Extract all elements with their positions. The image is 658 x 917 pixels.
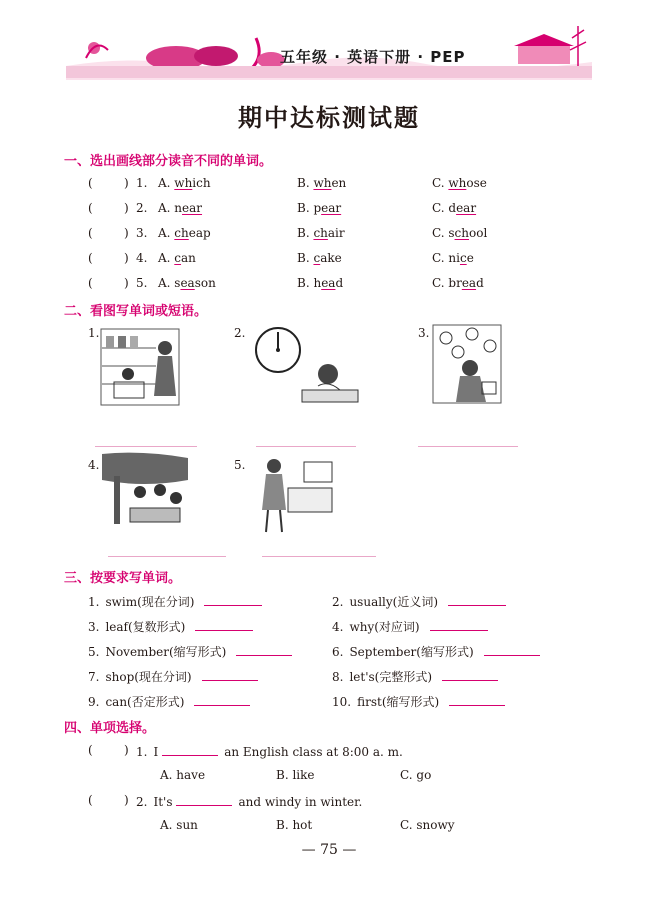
- task-text: leaf(复数形式): [105, 620, 186, 634]
- option-a[interactable]: [158, 276, 216, 290]
- question-number: 2.: [136, 795, 148, 809]
- picnic-under-tree-picture: [100, 452, 190, 532]
- answer-paren-close: ): [124, 201, 129, 215]
- section2-heading: 二、看图写单词或短语。: [64, 304, 208, 319]
- answer-paren-open: (: [88, 743, 93, 757]
- picture-4-number: 4.: [88, 458, 100, 472]
- answer-paren-close: ): [124, 276, 129, 290]
- word-part: B.: [297, 226, 314, 240]
- making-bed-picture: [256, 454, 336, 534]
- page-title: 期中达标测试题: [238, 104, 420, 132]
- option-a[interactable]: [158, 251, 196, 265]
- task-number: 9.: [88, 695, 100, 709]
- answer-blank[interactable]: [442, 668, 498, 681]
- word-part: B. h: [297, 276, 322, 290]
- task-text: let's(完整形式): [349, 670, 433, 684]
- word-part: B. p: [297, 201, 322, 215]
- picture-3-number: 3.: [418, 326, 430, 340]
- option-c[interactable]: C. snowy: [400, 818, 455, 832]
- word-task: [88, 643, 292, 660]
- word-task: [332, 618, 488, 635]
- underlined-letters: wh: [174, 176, 193, 190]
- underlined-letters: ch: [454, 226, 469, 240]
- option-b[interactable]: [297, 276, 343, 290]
- header-band: [66, 66, 592, 78]
- question-number: 1.: [136, 176, 148, 190]
- word-part: B.: [297, 176, 314, 190]
- answer-blank[interactable]: [448, 593, 506, 606]
- question-number: 1.: [136, 745, 148, 759]
- word-part: A. s: [158, 276, 181, 290]
- picture-2-number: 2.: [234, 326, 246, 340]
- underlined-letters: wh: [448, 176, 467, 190]
- option-c[interactable]: [432, 201, 476, 215]
- stem-text: It's: [153, 795, 173, 809]
- banner-title: 五年级 · 英语下册 · PEP: [280, 48, 466, 66]
- task-number: 8.: [332, 670, 344, 684]
- question-number: 3.: [136, 226, 148, 240]
- option-b[interactable]: [297, 251, 342, 265]
- answer-paren-open: (: [88, 226, 93, 240]
- word-part: en: [331, 176, 347, 190]
- underlined-letters: ear: [321, 201, 342, 215]
- supermarket-shopping-picture: [100, 328, 180, 406]
- task-number: 1.: [88, 595, 100, 609]
- task-number: 4.: [332, 620, 344, 634]
- option-b[interactable]: B. hot: [276, 818, 313, 832]
- stem-text: I: [153, 745, 159, 759]
- picture-1-number: 1.: [88, 326, 100, 340]
- clock-and-girl-picture: [252, 324, 360, 416]
- page-number: — 75 —: [301, 842, 357, 858]
- task-number: 3.: [88, 620, 100, 634]
- option-a[interactable]: [158, 226, 211, 240]
- task-text: swim(现在分词): [105, 595, 195, 609]
- answer-paren-close: ): [124, 743, 129, 757]
- underlined-letters: ea: [461, 276, 477, 290]
- underlined-letters: c: [459, 251, 467, 265]
- word-part: A. n: [158, 201, 183, 215]
- word-part: ool: [469, 226, 488, 240]
- option-c[interactable]: [432, 176, 487, 190]
- word-task: [88, 618, 253, 635]
- word-task: [332, 693, 505, 710]
- word-part: d: [335, 276, 344, 290]
- option-c[interactable]: [432, 226, 487, 240]
- word-part: C.: [432, 176, 449, 190]
- task-text: September(缩写形式): [349, 645, 474, 659]
- picking-apples-picture: [432, 324, 502, 404]
- task-text: shop(现在分词): [105, 670, 192, 684]
- option-c[interactable]: [432, 276, 484, 290]
- answer-line-2[interactable]: [256, 446, 356, 447]
- word-part: an: [181, 251, 196, 265]
- word-part: e: [466, 251, 474, 265]
- task-text: usually(近义词): [349, 595, 439, 609]
- word-part: eap: [188, 226, 211, 240]
- task-text: why(对应词): [349, 620, 420, 634]
- answer-paren-close: ): [124, 176, 129, 190]
- answer-line-5[interactable]: [262, 556, 376, 557]
- question-number: 4.: [136, 251, 148, 265]
- word-part: A.: [158, 226, 175, 240]
- answer-paren-close: ): [124, 251, 129, 265]
- answer-blank[interactable]: [236, 643, 292, 656]
- underlined-letters: ch: [174, 226, 189, 240]
- word-task: [88, 668, 258, 685]
- question-number: 2.: [136, 201, 148, 215]
- answer-blank[interactable]: [202, 668, 258, 681]
- answer-paren-close: ): [124, 793, 129, 807]
- stem-text: and windy in winter.: [238, 795, 363, 809]
- task-number: 2.: [332, 595, 344, 609]
- word-part: C. br: [432, 276, 462, 290]
- section4-heading: 四、单项选择。: [64, 721, 156, 736]
- word-part: ose: [466, 176, 487, 190]
- task-text: November(缩写形式): [105, 645, 227, 659]
- word-task: [332, 593, 506, 610]
- question-number: 5.: [136, 276, 148, 290]
- answer-blank[interactable]: [449, 693, 505, 706]
- answer-paren-open: (: [88, 793, 93, 807]
- word-part: C. ni: [432, 251, 460, 265]
- answer-paren-open: (: [88, 251, 93, 265]
- underlined-letters: ch: [313, 226, 328, 240]
- underlined-letters: wh: [313, 176, 332, 190]
- section1-heading: 一、选出画线部分读音不同的单词。: [64, 154, 273, 169]
- word-part: C. s: [432, 226, 455, 240]
- section3-heading: 三、按要求写单词。: [64, 571, 182, 586]
- answer-blank[interactable]: [176, 793, 232, 806]
- answer-blank[interactable]: [162, 743, 218, 756]
- underlined-letters: ea: [321, 276, 336, 290]
- option-c[interactable]: [432, 251, 474, 265]
- option-b[interactable]: [297, 201, 341, 215]
- word-task: [332, 643, 540, 660]
- word-part: ich: [192, 176, 211, 190]
- answer-paren-close: ): [124, 226, 129, 240]
- option-b[interactable]: B. like: [276, 768, 315, 782]
- word-part: C. d: [432, 201, 457, 215]
- answer-line-3[interactable]: [418, 446, 518, 447]
- word-part: B.: [297, 251, 314, 265]
- word-task: [88, 593, 262, 610]
- question-stem: [136, 793, 362, 809]
- underlined-letters: c: [174, 251, 182, 265]
- underlined-letters: c: [313, 251, 321, 265]
- option-a[interactable]: [158, 176, 211, 190]
- word-task: [88, 693, 250, 710]
- picture-5-number: 5.: [234, 458, 246, 472]
- task-number: 10.: [332, 695, 352, 709]
- option-b[interactable]: [297, 176, 346, 190]
- task-text: can(否定形式): [105, 695, 185, 709]
- task-number: 5.: [88, 645, 100, 659]
- underlined-letters: ea: [180, 276, 195, 290]
- option-b[interactable]: [297, 226, 345, 240]
- answer-blank[interactable]: [430, 618, 488, 631]
- stem-text: an English class at 8:00 a. m.: [224, 745, 403, 759]
- answer-blank[interactable]: [204, 593, 262, 606]
- word-part: d: [476, 276, 484, 290]
- answer-line-1[interactable]: [95, 446, 197, 447]
- question-stem: [136, 743, 403, 759]
- answer-blank[interactable]: [194, 693, 250, 706]
- answer-blank[interactable]: [484, 643, 540, 656]
- option-c[interactable]: C. go: [400, 768, 432, 782]
- word-part: air: [327, 226, 345, 240]
- word-part: A.: [158, 251, 175, 265]
- answer-blank[interactable]: [195, 618, 253, 631]
- option-a[interactable]: A. have: [160, 768, 206, 782]
- word-part: A.: [158, 176, 175, 190]
- option-a[interactable]: [158, 201, 202, 215]
- underlined-letters: ear: [182, 201, 203, 215]
- word-task: [332, 668, 498, 685]
- answer-paren-open: (: [88, 176, 93, 190]
- underlined-letters: ear: [456, 201, 477, 215]
- task-number: 7.: [88, 670, 100, 684]
- answer-line-4[interactable]: [108, 556, 226, 557]
- option-a[interactable]: A. sun: [160, 818, 198, 832]
- answer-paren-open: (: [88, 201, 93, 215]
- answer-paren-open: (: [88, 276, 93, 290]
- task-number: 6.: [332, 645, 344, 659]
- word-part: ake: [320, 251, 342, 265]
- task-text: first(缩写形式): [357, 695, 440, 709]
- word-part: son: [194, 276, 216, 290]
